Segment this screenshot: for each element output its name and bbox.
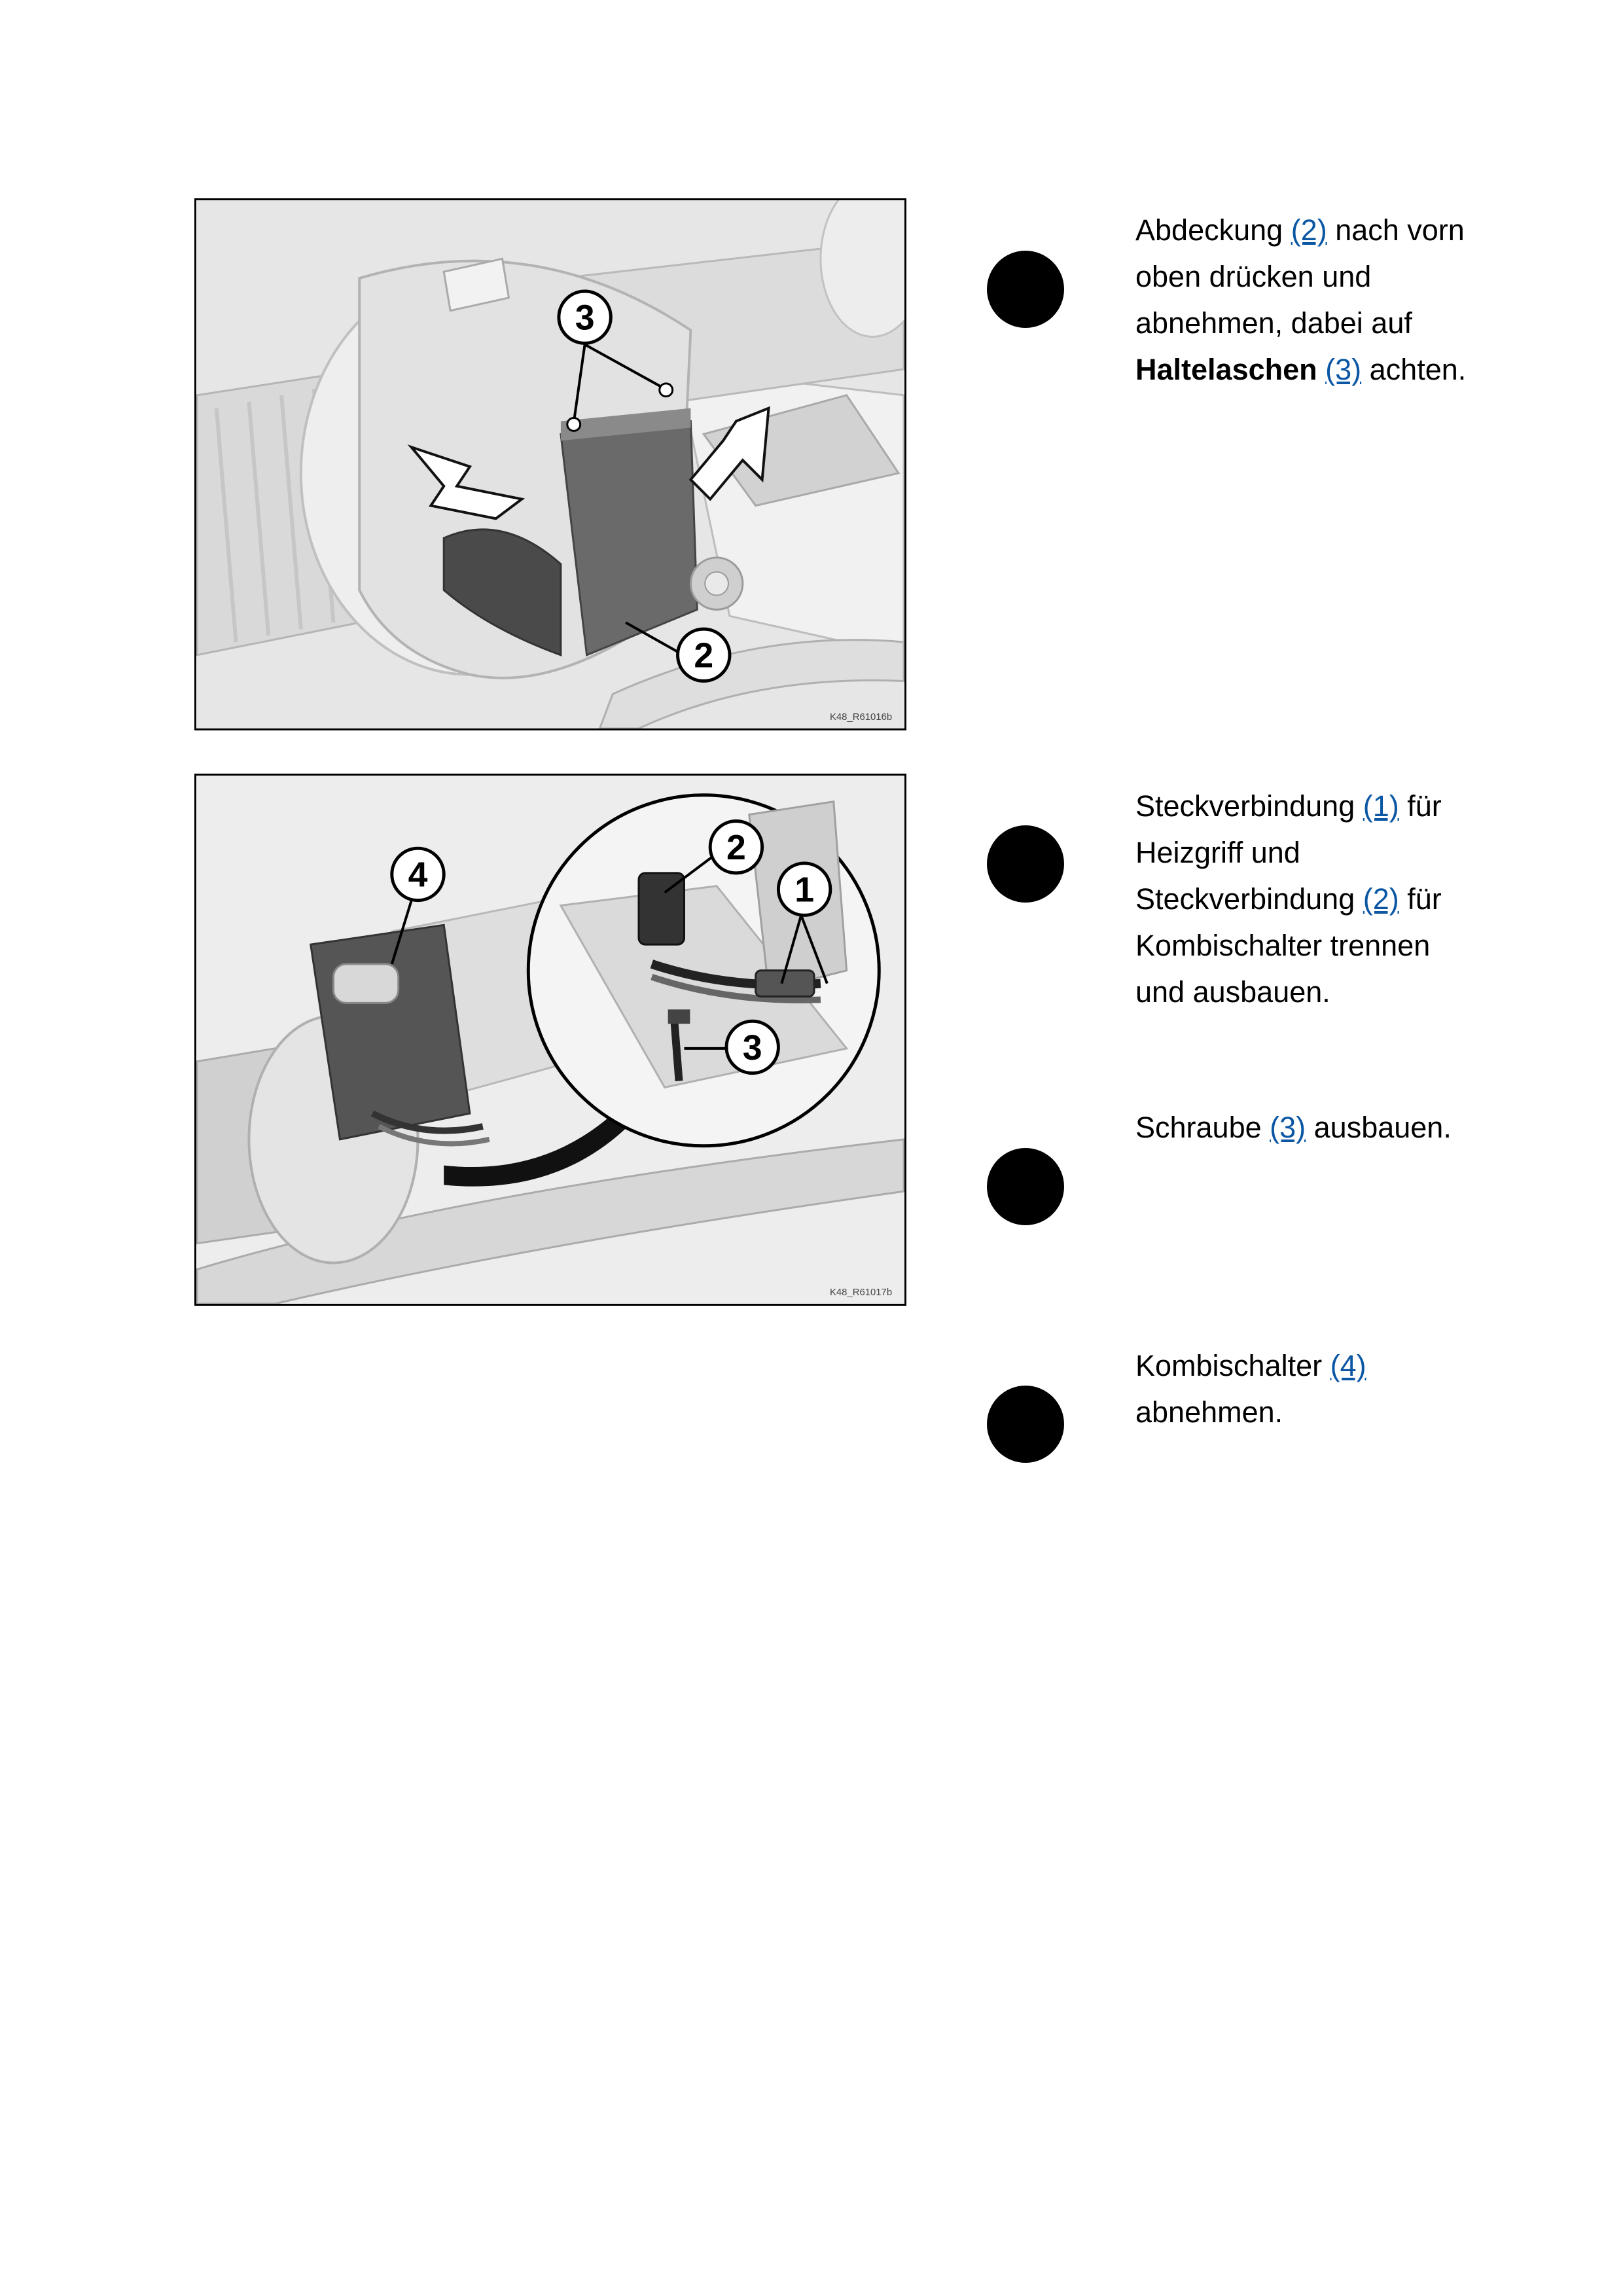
- step-2-text-part: für Kombischalter trennen und ausbauen.: [1135, 882, 1442, 1009]
- step-4-text: [1135, 1342, 1476, 1435]
- step-bullet-4: [987, 1386, 1064, 1463]
- step-2-text-part: Steckverbindung: [1135, 789, 1363, 823]
- callout-3-label: 3: [742, 1028, 762, 1067]
- ref-3-link[interactable]: (3): [1325, 353, 1362, 386]
- step-bullet-2: [987, 825, 1064, 903]
- step-1-text-part: [1317, 353, 1326, 386]
- figure-cover-removal: [194, 198, 906, 730]
- ref-2-link[interactable]: (2): [1363, 882, 1399, 916]
- ref-2-link[interactable]: (2): [1291, 213, 1327, 247]
- cover-removal-illustration: [196, 200, 904, 728]
- figure-id-label: K48_R61016b: [829, 712, 893, 723]
- step-3-text-part: Schraube: [1135, 1111, 1270, 1144]
- figure-connector-removal: [194, 774, 906, 1306]
- callout-4-label: 4: [408, 855, 428, 895]
- step-1-text: [1135, 207, 1476, 393]
- step-bullet-3: [987, 1148, 1064, 1225]
- callout-3-label: 3: [575, 298, 595, 338]
- callout-1-label: 1: [794, 870, 815, 910]
- ref-1-link[interactable]: (1): [1363, 789, 1399, 823]
- ref-3-link[interactable]: (3): [1270, 1111, 1306, 1144]
- step-3-text-part: ausbauen.: [1306, 1111, 1452, 1144]
- connector-removal-illustration: [196, 776, 904, 1304]
- callout-2-label: 2: [694, 636, 714, 675]
- step-4-text-part: abnehmen.: [1135, 1395, 1283, 1429]
- haltelaschen-term: Haltelaschen: [1135, 353, 1317, 386]
- figure-id-label: K48_R61017b: [829, 1287, 893, 1299]
- step-2-text-part: für Heizgriff und Steckverbindung: [1135, 789, 1442, 916]
- step-4-text-part: Kombischalter: [1135, 1349, 1330, 1382]
- step-1-text-part: achten.: [1361, 353, 1467, 386]
- step-1-text-part: Abdeckung: [1135, 213, 1291, 247]
- step-3-text: [1135, 1104, 1476, 1151]
- step-2-text: [1135, 783, 1476, 1015]
- step-bullet-1: [987, 251, 1064, 328]
- step-1-text-part: nach vorn oben drücken und abnehmen, dabei auf: [1135, 213, 1465, 340]
- ref-4-link[interactable]: (4): [1330, 1349, 1366, 1382]
- callout-2-label: 2: [726, 828, 746, 868]
